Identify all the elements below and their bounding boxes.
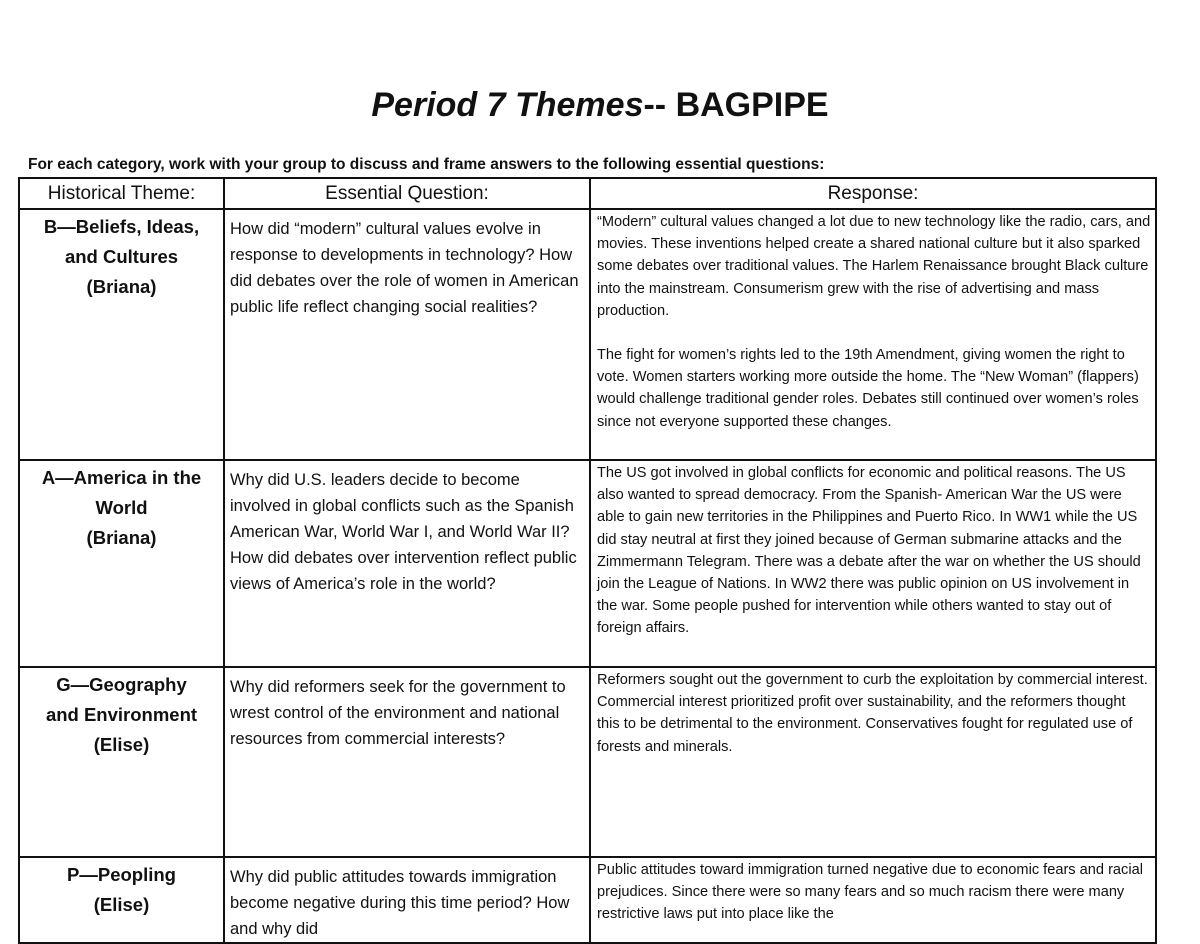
table-row [19,209,1156,460]
table-row [19,460,1156,667]
response-paragraph: Public attitudes toward immigration turned negative due to economic fears and racial prejudices. Since there were so many fears and so much racism there were many restrictive laws put into place like the [597,862,1143,923]
title-rest: -- BAGPIPE [643,86,829,124]
response-cell [590,667,1156,857]
title-italic: Period 7 Themes [371,86,644,124]
response-paragraph: “Modern” cultural values changed a lot due to new technology like the radio, cars, and movies. These inventions helped create a shared national culture but it also sparked some debates over traditional values. The Harlem Renaissance brought Black culture into the mainstream. Consumerism grew with the rise of advertising and mass production. [597,214,1151,319]
theme-author: (Elise) [93,734,150,755]
question-cell: Why did U.S. leaders decide to become involved in global conflicts such as the Spanish American War, World War I, and World War II? How did debates over intervention reflect public views of America’s role in the world? [224,460,590,667]
theme-author: (Briana) [86,276,157,297]
response-paragraph: The US got involved in global conflicts for economic and political reasons. The US also wanted to spread democracy. From the Spanish- American War the US were able to gain new territories in the Philippines and Puerto Rico. In WW1 while the US did stay neutral at first they joined because of German submarine attacks and the Zimmermann Telegram. There was a debate after the war on whether the US should join the League of Nations. In WW2 there was public opinion on US involvement in the war. Some people pushed for intervention while others wanted to stay out of foreign affairs. [597,465,1141,637]
response-cell [590,209,1156,460]
table-row [19,667,1156,857]
question-cell: How did “modern” cultural values evolve in response to developments in technology? How did debates over the role of women in American public life reflect changing social realities? [224,209,590,460]
theme-line: P—Peopling [67,864,176,885]
response-cell [590,857,1156,943]
theme-line: and Environment [45,704,198,725]
theme-line: World [95,497,148,518]
theme-line: A—America in the [41,467,202,488]
response-paragraph: The fight for women’s rights led to the 19th Amendment, giving women the right to vote. Women starters working more outside the home. The “New Woman” (flappers) would challenge traditional gender roles. Debates still continued over women’s roles since not everyone supported these changes. [597,347,1139,430]
theme-cell [19,857,224,943]
header-response: Response: [590,178,1156,209]
theme-cell [19,209,224,460]
header-historical-theme: Historical Theme: [19,178,224,209]
question-cell: Why did public attitudes towards immigration become negative during this time period? How and why did [224,857,590,943]
theme-cell [19,460,224,667]
instructions-text: For each category, work with your group to discuss and frame answers to the following essential questions: [28,156,825,173]
table-header-row [19,178,1156,209]
page-title [0,86,1200,125]
table-row [19,857,1156,943]
theme-author: (Elise) [93,894,150,915]
question-cell: Why did reformers seek for the government to wrest control of the environment and national resources from commercial interests? [224,667,590,857]
response-paragraph: Reformers sought out the government to curb the exploitation by commercial interest. Commercial interest prioritized profit over sustainability, and the reformers thought this to be detrimental to the environment. Conservatives fought for regulated use of forests and minerals. [597,672,1148,755]
theme-author: (Briana) [86,527,157,548]
themes-table [18,177,1157,944]
theme-line: and Cultures [64,246,179,267]
theme-line: B—Beliefs, Ideas, [43,216,200,237]
header-essential-question: Essential Question: [224,178,590,209]
theme-cell [19,667,224,857]
response-cell [590,460,1156,667]
theme-line: G—Geography [56,674,187,695]
